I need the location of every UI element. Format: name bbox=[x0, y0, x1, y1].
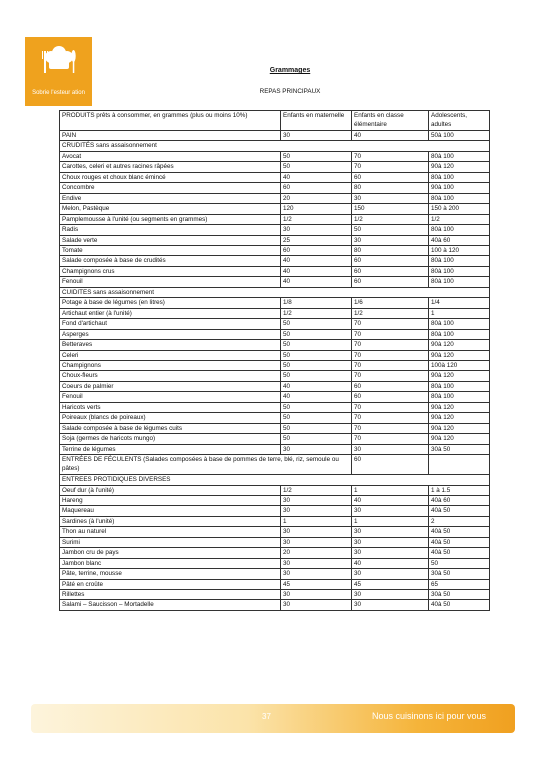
adultes-cell: 80à 100 bbox=[429, 329, 490, 339]
section-row bbox=[60, 475, 490, 485]
elementaire-cell: 60 bbox=[352, 266, 429, 276]
table-row bbox=[60, 392, 490, 402]
product-cell: Choux-fleurs bbox=[60, 371, 281, 381]
table-row bbox=[60, 245, 490, 255]
product-cell: Rillettes bbox=[60, 590, 281, 600]
maternelle-cell: 50 bbox=[281, 423, 352, 433]
product-cell: Potage à base de légumes (en litres) bbox=[60, 298, 281, 308]
elementaire-cell: 70 bbox=[352, 423, 429, 433]
maternelle-cell: 30 bbox=[281, 444, 352, 454]
adultes-cell: 2 bbox=[429, 516, 490, 526]
product-cell: Champignons bbox=[60, 360, 281, 370]
table-row bbox=[60, 537, 490, 547]
product-cell: Salami – Saucisson – Mortadelle bbox=[60, 600, 281, 610]
adultes-cell: 90à 120 bbox=[429, 371, 490, 381]
adultes-cell: 90à 100 bbox=[429, 183, 490, 193]
section-row bbox=[60, 455, 490, 475]
product-cell: Champignons crus bbox=[60, 266, 281, 276]
adultes-cell: 80à 100 bbox=[429, 172, 490, 182]
adultes-cell: 90à 120 bbox=[429, 434, 490, 444]
product-cell: Avocat bbox=[60, 151, 281, 161]
table-row bbox=[60, 402, 490, 412]
empty-cell bbox=[429, 455, 490, 475]
elementaire-cell: 40 bbox=[352, 558, 429, 568]
elementaire-cell: 70 bbox=[352, 151, 429, 161]
table-row bbox=[60, 381, 490, 391]
table-row bbox=[60, 423, 490, 433]
elementaire-cell: 30 bbox=[352, 193, 429, 203]
table-row bbox=[60, 225, 490, 235]
elementaire-cell: 1 bbox=[352, 485, 429, 495]
adultes-cell: 30à 50 bbox=[429, 444, 490, 454]
maternelle-cell: 60 bbox=[281, 183, 352, 193]
table-row bbox=[60, 277, 490, 287]
maternelle-cell: 40 bbox=[281, 266, 352, 276]
table-row bbox=[60, 350, 490, 360]
elementaire-cell: 30 bbox=[352, 548, 429, 558]
adultes-cell: 80à 100 bbox=[429, 319, 490, 329]
product-cell: Salade composée à base de légumes cuits bbox=[60, 423, 281, 433]
maternelle-cell: 30 bbox=[281, 600, 352, 610]
section-row bbox=[60, 141, 490, 151]
product-cell: Pâte, terrine, mousse bbox=[60, 569, 281, 579]
elementaire-cell: 80 bbox=[352, 183, 429, 193]
maternelle-cell: 30 bbox=[281, 537, 352, 547]
maternelle-cell: 50 bbox=[281, 162, 352, 172]
product-cell: Concombre bbox=[60, 183, 281, 193]
product-cell: Endive bbox=[60, 193, 281, 203]
header-cell-maternelle: Enfants en maternelle bbox=[281, 111, 352, 131]
maternelle-cell: 30 bbox=[281, 495, 352, 505]
table-row bbox=[60, 183, 490, 193]
table-row bbox=[60, 214, 490, 224]
product-cell: Thon au naturel bbox=[60, 527, 281, 537]
table-row bbox=[60, 235, 490, 245]
maternelle-cell: 40 bbox=[281, 172, 352, 182]
maternelle-cell: 45 bbox=[281, 579, 352, 589]
maternelle-cell: 50 bbox=[281, 350, 352, 360]
adultes-cell: 80à 100 bbox=[429, 193, 490, 203]
section-row bbox=[60, 287, 490, 297]
table-row bbox=[60, 319, 490, 329]
table-row bbox=[60, 506, 490, 516]
product-cell: Fenouil bbox=[60, 277, 281, 287]
footer-slogan: Nous cuisinons ici pour vous bbox=[372, 711, 487, 721]
maternelle-cell: 25 bbox=[281, 235, 352, 245]
elementaire-cell: 1/2 bbox=[352, 214, 429, 224]
table-row bbox=[60, 485, 490, 495]
maternelle-cell: 50 bbox=[281, 329, 352, 339]
maternelle-cell: 30 bbox=[281, 527, 352, 537]
elementaire-cell: 70 bbox=[352, 402, 429, 412]
maternelle-cell: 50 bbox=[281, 434, 352, 444]
elementaire-cell: 50 bbox=[352, 225, 429, 235]
maternelle-cell: 40 bbox=[281, 381, 352, 391]
table-row bbox=[60, 151, 490, 161]
section-value: 60 bbox=[352, 455, 429, 475]
adultes-cell: 90à 120 bbox=[429, 162, 490, 172]
adultes-cell: 80à 100 bbox=[429, 381, 490, 391]
elementaire-cell: 70 bbox=[352, 434, 429, 444]
product-cell: Celeri bbox=[60, 350, 281, 360]
adultes-cell: 40à 50 bbox=[429, 537, 490, 547]
table-row bbox=[60, 340, 490, 350]
elementaire-cell: 70 bbox=[352, 350, 429, 360]
adultes-cell: 40à 50 bbox=[429, 506, 490, 516]
maternelle-cell: 40 bbox=[281, 392, 352, 402]
elementaire-cell: 60 bbox=[352, 277, 429, 287]
product-cell: Radis bbox=[60, 225, 281, 235]
maternelle-cell: 50 bbox=[281, 340, 352, 350]
elementaire-cell: 45 bbox=[352, 579, 429, 589]
table-row bbox=[60, 371, 490, 381]
elementaire-cell: 70 bbox=[352, 162, 429, 172]
product-cell: Poireaux (blancs de poireaux) bbox=[60, 413, 281, 423]
table-row bbox=[60, 308, 490, 318]
maternelle-cell: 50 bbox=[281, 360, 352, 370]
adultes-cell: 50 bbox=[429, 558, 490, 568]
maternelle-cell: 50 bbox=[281, 402, 352, 412]
adultes-cell: 90à 120 bbox=[429, 402, 490, 412]
product-cell: Jambon blanc bbox=[60, 558, 281, 568]
maternelle-cell: 30 bbox=[281, 506, 352, 516]
elementaire-cell: 70 bbox=[352, 413, 429, 423]
table-row bbox=[60, 162, 490, 172]
maternelle-cell: 50 bbox=[281, 371, 352, 381]
table-row bbox=[60, 266, 490, 276]
elementaire-cell: 60 bbox=[352, 256, 429, 266]
table-row bbox=[60, 579, 490, 589]
table-row bbox=[60, 516, 490, 526]
product-cell: Soja (germes de haricots mungo) bbox=[60, 434, 281, 444]
elementaire-cell: 70 bbox=[352, 371, 429, 381]
table-row bbox=[60, 569, 490, 579]
elementaire-cell: 1 bbox=[352, 516, 429, 526]
product-cell: Artichaut entier (à l'unité) bbox=[60, 308, 281, 318]
page-number: 37 bbox=[262, 712, 271, 721]
maternelle-cell: 50 bbox=[281, 319, 352, 329]
adultes-cell: 30à 50 bbox=[429, 590, 490, 600]
product-cell: Hareng bbox=[60, 495, 281, 505]
elementaire-cell: 40 bbox=[352, 495, 429, 505]
page-title: Grammages bbox=[269, 67, 311, 74]
table-row bbox=[60, 600, 490, 610]
product-cell: Salade verte bbox=[60, 235, 281, 245]
maternelle-cell: 1/8 bbox=[281, 298, 352, 308]
adultes-cell: 40à 50 bbox=[429, 548, 490, 558]
maternelle-cell: 30 bbox=[281, 590, 352, 600]
elementaire-cell: 30 bbox=[352, 444, 429, 454]
adultes-cell: 65 bbox=[429, 579, 490, 589]
product-cell: Oeuf dur (à l'unité) bbox=[60, 485, 281, 495]
maternelle-cell: 50 bbox=[281, 151, 352, 161]
maternelle-cell: 1/2 bbox=[281, 308, 352, 318]
maternelle-cell: 40 bbox=[281, 256, 352, 266]
product-cell: Salade composée à base de crudités bbox=[60, 256, 281, 266]
adultes-cell: 40à 50 bbox=[429, 527, 490, 537]
elementaire-cell: 30 bbox=[352, 600, 429, 610]
grammage-table bbox=[59, 110, 490, 611]
elementaire-cell: 70 bbox=[352, 319, 429, 329]
elementaire-cell: 70 bbox=[352, 360, 429, 370]
table-header-row bbox=[60, 111, 490, 131]
table-row bbox=[60, 495, 490, 505]
product-cell: Fenouil bbox=[60, 392, 281, 402]
table-row bbox=[60, 558, 490, 568]
maternelle-cell: 60 bbox=[281, 245, 352, 255]
adultes-cell: 1/4 bbox=[429, 298, 490, 308]
elementaire-cell: 40 bbox=[352, 131, 429, 141]
table-row bbox=[60, 527, 490, 537]
maternelle-cell: 30 bbox=[281, 131, 352, 141]
adultes-cell: 80à 100 bbox=[429, 266, 490, 276]
product-cell: Melon, Pastèque bbox=[60, 204, 281, 214]
table-row bbox=[60, 329, 490, 339]
elementaire-cell: 30 bbox=[352, 506, 429, 516]
table-row bbox=[60, 204, 490, 214]
adultes-cell: 90à 120 bbox=[429, 340, 490, 350]
maternelle-cell: 30 bbox=[281, 569, 352, 579]
product-cell: Carottes, celeri et autres racines râpées bbox=[60, 162, 281, 172]
table-row bbox=[60, 172, 490, 182]
adultes-cell: 40à 50 bbox=[429, 600, 490, 610]
adultes-cell: 90à 120 bbox=[429, 413, 490, 423]
maternelle-cell: 1/2 bbox=[281, 214, 352, 224]
adultes-cell: 80à 100 bbox=[429, 151, 490, 161]
adultes-cell: 40à 60 bbox=[429, 235, 490, 245]
adultes-cell: 1 bbox=[429, 308, 490, 318]
adultes-cell: 90à 120 bbox=[429, 423, 490, 433]
maternelle-cell: 30 bbox=[281, 558, 352, 568]
elementaire-cell: 30 bbox=[352, 527, 429, 537]
maternelle-cell: 120 bbox=[281, 204, 352, 214]
adultes-cell: 80à 100 bbox=[429, 392, 490, 402]
product-cell: Fond d'artichaut bbox=[60, 319, 281, 329]
table-row bbox=[60, 131, 490, 141]
elementaire-cell: 30 bbox=[352, 235, 429, 245]
table-row bbox=[60, 590, 490, 600]
elementaire-cell: 60 bbox=[352, 381, 429, 391]
product-cell: Surimi bbox=[60, 537, 281, 547]
section-heading: CUIDITES sans assaisonnement bbox=[60, 287, 490, 297]
product-cell: Pâté en croûte bbox=[60, 579, 281, 589]
product-cell: Jambon cru de pays bbox=[60, 548, 281, 558]
page-subtitle: REPAS PRINCIPAUX bbox=[259, 88, 321, 95]
product-cell: Sardines (à l'unité) bbox=[60, 516, 281, 526]
brand-text: Sobrie l'esteur ation bbox=[32, 90, 85, 96]
header-cell-adultes: Adolescents, adultes bbox=[429, 111, 490, 131]
product-cell: Maquereau bbox=[60, 506, 281, 516]
elementaire-cell: 1/6 bbox=[352, 298, 429, 308]
adultes-cell: 80à 100 bbox=[429, 277, 490, 287]
elementaire-cell: 60 bbox=[352, 172, 429, 182]
adultes-cell: 100à 120 bbox=[429, 360, 490, 370]
adultes-cell: 100 à 120 bbox=[429, 245, 490, 255]
table-row bbox=[60, 548, 490, 558]
adultes-cell: 40à 60 bbox=[429, 495, 490, 505]
product-cell: PAIN bbox=[60, 131, 281, 141]
adultes-cell: 50à 100 bbox=[429, 131, 490, 141]
elementaire-cell: 60 bbox=[352, 392, 429, 402]
section-heading: ENTRÉES DE FÉCULENTS (Salades composées à base de pommes de terre, blé, riz, semoule ou pâtes) bbox=[60, 455, 352, 475]
table-row bbox=[60, 444, 490, 454]
elementaire-cell: 1/2 bbox=[352, 308, 429, 318]
elementaire-cell: 30 bbox=[352, 537, 429, 547]
maternelle-cell: 50 bbox=[281, 413, 352, 423]
product-cell: Haricots verts bbox=[60, 402, 281, 412]
adultes-cell: 150 à 200 bbox=[429, 204, 490, 214]
maternelle-cell: 40 bbox=[281, 277, 352, 287]
product-cell: Asperges bbox=[60, 329, 281, 339]
elementaire-cell: 30 bbox=[352, 590, 429, 600]
table-row bbox=[60, 360, 490, 370]
header-cell-product: PRODUITS prêts à consommer, en grammes (plus ou moins 10%) bbox=[60, 111, 281, 131]
product-cell: Coeurs de palmier bbox=[60, 381, 281, 391]
maternelle-cell: 1/2 bbox=[281, 485, 352, 495]
section-heading: ENTREES PROTIDIQUES DIVERSES bbox=[60, 475, 490, 485]
table-row bbox=[60, 298, 490, 308]
table-row bbox=[60, 256, 490, 266]
header-cell-elementaire: Enfants en classe élémentaire bbox=[352, 111, 429, 131]
elementaire-cell: 70 bbox=[352, 340, 429, 350]
elementaire-cell: 80 bbox=[352, 245, 429, 255]
maternelle-cell: 30 bbox=[281, 225, 352, 235]
adultes-cell: 1 à 1.5 bbox=[429, 485, 490, 495]
adultes-cell: 90à 120 bbox=[429, 350, 490, 360]
elementaire-cell: 70 bbox=[352, 329, 429, 339]
product-cell: Terrine de légumes bbox=[60, 444, 281, 454]
elementaire-cell: 150 bbox=[352, 204, 429, 214]
product-cell: Betteraves bbox=[60, 340, 281, 350]
adultes-cell: 80à 100 bbox=[429, 225, 490, 235]
product-cell: Tomate bbox=[60, 245, 281, 255]
adultes-cell: 1/2 bbox=[429, 214, 490, 224]
table-row bbox=[60, 413, 490, 423]
elementaire-cell: 30 bbox=[352, 569, 429, 579]
maternelle-cell: 1 bbox=[281, 516, 352, 526]
adultes-cell: 30à 50 bbox=[429, 569, 490, 579]
adultes-cell: 80à 100 bbox=[429, 256, 490, 266]
table-row bbox=[60, 434, 490, 444]
maternelle-cell: 20 bbox=[281, 193, 352, 203]
table-row bbox=[60, 193, 490, 203]
product-cell: Choux rouges et choux blanc émincé bbox=[60, 172, 281, 182]
product-cell: Pamplemousse à l'unité (ou segments en grammes) bbox=[60, 214, 281, 224]
section-heading: CRUDITÉS sans assaisonnement bbox=[60, 141, 490, 151]
maternelle-cell: 20 bbox=[281, 548, 352, 558]
